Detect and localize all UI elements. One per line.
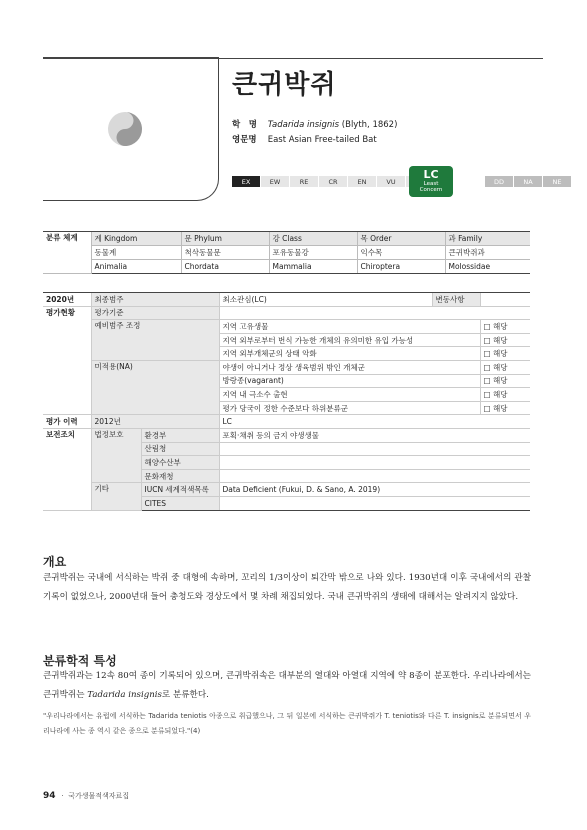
- taxon-note: "우리나라에서는 유럽에 서식하는 Tadarida teniotis 아종으로 취급했으나, 그 뒤 일본에 서식하는 큰귀박쥐가 T. teniotis와 다른 T. insignis로 분류되면서 우리나라에 사는 종 역시 같은 종으로 분류되었다."(4): [43, 712, 531, 735]
- taxon-text-b: 로 분류한다.: [161, 690, 209, 700]
- final-category-value: 최소관심(LC): [219, 293, 432, 307]
- law-value: [219, 469, 530, 483]
- status-scale: [232, 176, 572, 187]
- english-name: East Asian Free-tailed Bat: [267, 135, 377, 145]
- status-ex: EX: [232, 176, 260, 187]
- taxonomy-latin: Molossidae: [445, 260, 530, 274]
- check-box[interactable]: □ 해당: [480, 360, 530, 374]
- na-label: 미적용(NA): [91, 360, 219, 414]
- taxon-features-text: [43, 667, 531, 705]
- change-label: 변동사항: [432, 293, 480, 307]
- na-item: 지역 내 극소수 출현: [219, 388, 480, 402]
- status-en: EN: [348, 176, 376, 187]
- overview-text: 큰귀박쥐는 국내에 서식하는 박쥐 중 대형에 속하며, 꼬리의 1/3이상이 퇴간막 밖으로 나와 있다. 1930년대 이후 국내에서의 관찰 기록이 없었으나, 2000년대 들어 충청도와 경상도에서 몇 차례 채집되었다. 국내 큰귀박쥐의 생태에 대해서는 알려지지 않았다.: [43, 573, 531, 602]
- check-box[interactable]: □ 해당: [480, 333, 530, 347]
- taxonomy-latin: Mammalia: [269, 260, 357, 274]
- history-value: LC: [219, 415, 530, 429]
- final-category-label: 최종범주: [91, 293, 219, 307]
- other-value: [219, 496, 530, 510]
- taxonomy-header: 계 Kingdom: [91, 232, 181, 246]
- footer-title: 국가생물적색자료집: [68, 792, 130, 800]
- taxonomy-header: 과 Family: [445, 232, 530, 246]
- pre-adjust-label: 예비범주 조정: [91, 320, 219, 361]
- status-badge-code: LC: [423, 168, 439, 181]
- taxonomy-korean: 익수목: [357, 246, 445, 260]
- status-ew: EW: [261, 176, 289, 187]
- taxonomy-korean: 포유동물강: [269, 246, 357, 260]
- status-badge-lc: [409, 166, 453, 197]
- check-box[interactable]: □ 해당: [480, 320, 530, 334]
- taxon-text-a: 큰귀박쥐과는 12속 80여 종이 기록되어 있으며, 큰귀박쥐속은 대부분의 열대와 아열대 지역에 약 8종이 분포한다. 우리나라에서는 큰귀박쥐는: [43, 671, 531, 700]
- other-value: Data Deficient (Fukui, D. & Sano, A. 2019): [219, 483, 530, 497]
- scientific-name-row: [232, 118, 397, 130]
- history-label: 평가 이력: [43, 415, 91, 429]
- english-name-label: 영문명: [232, 135, 257, 145]
- taxonomy-latin: Chiroptera: [357, 260, 445, 274]
- na-item: 방랑종(vagarant): [219, 374, 480, 388]
- scientific-author: (Blyth, 1862): [339, 120, 398, 130]
- pre-item: 지역 외부개체군의 상태 악화: [219, 347, 480, 361]
- law-value: [219, 456, 530, 470]
- current-status-label: 평가현황: [43, 306, 91, 415]
- criteria-value: [219, 306, 530, 320]
- overview-title: 개요: [43, 555, 67, 569]
- status-re: RE: [290, 176, 318, 187]
- other-org: CITES: [141, 496, 219, 510]
- taxonomy-latin: Animalia: [91, 260, 181, 274]
- species-title: 큰귀박쥐: [232, 70, 337, 100]
- status-na: NA: [514, 176, 542, 187]
- english-name-row: [232, 133, 377, 145]
- status-badge-sub2: Concern: [419, 187, 443, 193]
- taxonomy-korean: 동물계: [91, 246, 181, 260]
- law-value: 포획·채취 등의 금지 야생생물: [219, 428, 530, 442]
- criteria-label: 평가기준: [91, 306, 219, 320]
- change-value: [480, 293, 530, 307]
- law-org: 해양수산부: [141, 456, 219, 470]
- pre-item: 지역 고유생물: [219, 320, 480, 334]
- check-box[interactable]: □ 해당: [480, 388, 530, 402]
- status-cr: CR: [319, 176, 347, 187]
- evaluation-table: [43, 292, 530, 511]
- check-box[interactable]: □ 해당: [480, 347, 530, 361]
- taxonomy-label: 분류 체계: [43, 232, 91, 274]
- taxonomy-table: [43, 231, 530, 274]
- eval-year: 2020년: [43, 293, 91, 307]
- law-org: 산림청: [141, 442, 219, 456]
- na-item: 평가 당국이 정한 수준보다 하위분류군: [219, 401, 480, 415]
- other-label: 기타: [91, 483, 141, 510]
- status-badge-sub1: Least: [423, 181, 439, 187]
- pre-item: 지역 외부로부터 번식 가능한 개체의 유의미한 유입 가능성: [219, 333, 480, 347]
- status-ne: NE: [543, 176, 571, 187]
- law-label: 법정보호: [91, 428, 141, 482]
- check-box[interactable]: □ 해당: [480, 401, 530, 415]
- law-org: 문화재청: [141, 469, 219, 483]
- taxonomy-korean: 척삭동물문: [181, 246, 269, 260]
- scientific-name: Tadarida insignis: [267, 120, 340, 130]
- taxon-text-italic: Tadarida insignis: [87, 690, 162, 700]
- other-org: IUCN 세계적색목록: [141, 483, 219, 497]
- protection-label: 보전조치: [43, 428, 91, 510]
- page-footer: 94 · 국가생물적색자료집: [43, 791, 130, 801]
- taxonomy-header: 강 Class: [269, 232, 357, 246]
- check-box[interactable]: □ 해당: [480, 374, 530, 388]
- history-year: 2012년: [91, 415, 219, 429]
- status-dd: DD: [485, 176, 513, 187]
- scientific-name-label: 학 명: [232, 120, 257, 130]
- taxonomy-latin: Chordata: [181, 260, 269, 274]
- taxonomy-header: 목 Order: [357, 232, 445, 246]
- page-number: 94: [43, 791, 56, 801]
- na-item: 야생이 아니거나 정상 생육범위 밖인 개체군: [219, 360, 480, 374]
- law-org: 환경부: [141, 428, 219, 442]
- taegeuk-emblem-icon: [107, 111, 143, 147]
- law-value: [219, 442, 530, 456]
- taxonomy-korean: 큰귀박쥐과: [445, 246, 530, 260]
- taxonomy-header: 문 Phylum: [181, 232, 269, 246]
- status-vu: VU: [377, 176, 405, 187]
- taxon-features-title: 분류학적 특성: [43, 654, 117, 668]
